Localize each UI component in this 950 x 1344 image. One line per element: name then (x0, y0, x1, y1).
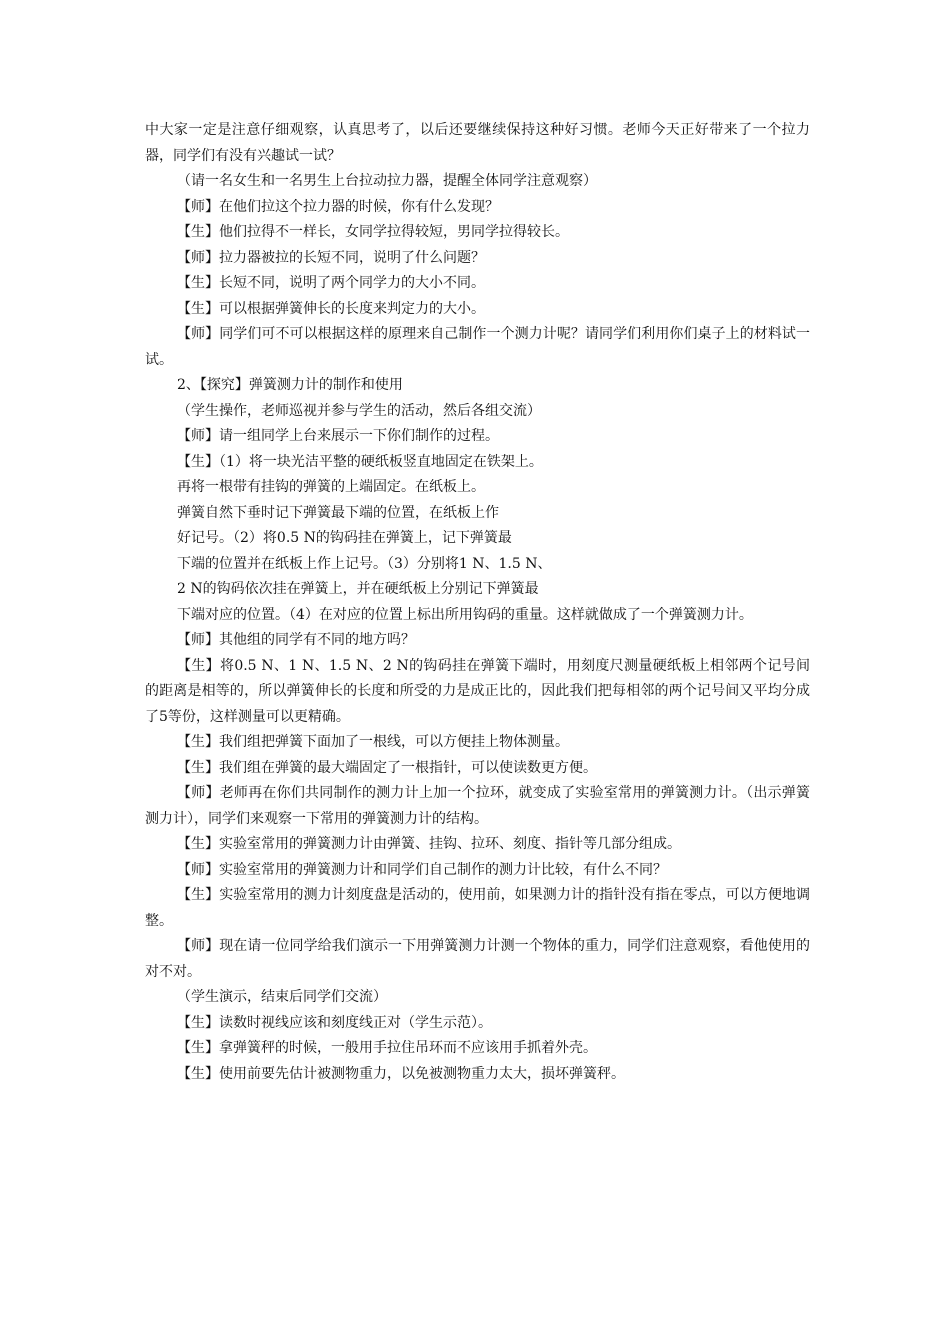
paragraph: 【生】长短不同，说明了两个同学力的大小不同。 (177, 275, 485, 291)
paragraph: （请一名女生和一名男生上台拉动拉力器，提醒全体同学注意观察） (177, 173, 597, 189)
document-body (145, 118, 810, 1087)
paragraph: 好记号。（2）将0.5 N的钩码挂在弹簧上，记下弹簧最 (177, 530, 512, 546)
section-heading: 2、【探究】弹簧测力计的制作和使用 (177, 377, 403, 393)
paragraph: 【生】读数时视线应该和刻度线正对（学生示范）。 (177, 1014, 492, 1031)
paragraph: 【师】请一组同学上台来展示一下你们制作的过程。 (177, 428, 499, 444)
paragraph: 弹簧自然下垂时记下弹簧最下端的位置，在纸板上作 (177, 504, 499, 521)
paragraph: 【师】在他们拉这个拉力器的时候，你有什么发现？ (177, 198, 499, 215)
paragraph: 【生】（1）将一块光洁平整的硬纸板竖直地固定在铁架上。 (177, 453, 543, 470)
paragraph: 【生】实验室常用的弹簧测力计由弹簧、挂钩、拉环、刻度、指针等几部分组成。 (177, 836, 681, 852)
paragraph: （学生操作，老师巡视并参与学生的活动，然后各组交流） (177, 402, 541, 419)
paragraph: 2 N的钩码依次挂在弹簧上，并在硬纸板上分别记下弹簧最 (177, 581, 539, 597)
paragraph: 下端对应的位置。（4）在对应的位置上标出所用钩码的重量。这样就做成了一个弹簧测力计。 (177, 606, 753, 623)
paragraph: 【生】实验室常用的测力计刻度盘是活动的，使用前，如果测力计的指针没有指在零点，可以方便地调整。 (145, 887, 810, 929)
paragraph: （学生演示，结束后同学们交流） (177, 989, 387, 1005)
paragraph: 【生】拿弹簧秤的时候，一般用手拉住吊环而不应该用手抓着外壳。 (177, 1040, 597, 1056)
paragraph: 【生】他们拉得不一样长，女同学拉得较短，男同学拉得较长。 (177, 224, 569, 240)
paragraph: 下端的位置并在纸板上作上记号。（3）分别将1 N、1.5 N、 (177, 555, 552, 572)
paragraph: 【师】拉力器被拉的长短不同，说明了什么问题？ (177, 249, 485, 266)
paragraph: 再将一根带有挂钩的弹簧的上端固定。在纸板上。 (177, 479, 485, 495)
paragraph: 【师】同学们可不可以根据这样的原理来自己制作一个测力计呢？请同学们利用你们桌子上的材料试一试。 (145, 326, 810, 368)
paragraph: 【生】将0.5 N、1 N、1.5 N、2 N的钩码挂在弹簧下端时，用刻度尺测量硬纸板上相邻两个记号间的距离是相等的，所以弹簧伸长的长度和所受的力是成正比的，因此我们把每相邻的两个记号间又平均分成了5等份，这样测量可以更精确。 (145, 657, 810, 725)
paragraph: 【师】其他组的同学有不同的地方吗？ (177, 632, 415, 648)
paragraph: 【师】老师再在你们共同制作的测力计上加一个拉环，就变成了实验室常用的弹簧测力计。（出示弹簧测力计），同学们来观察一下常用的弹簧测力计的结构。 (145, 785, 810, 827)
paragraph: 【生】可以根据弹簧伸长的长度来判定力的大小。 (177, 300, 485, 317)
paragraph: 中大家一定是注意仔细观察，认真思考了，以后还要继续保持这种好习惯。老师今天正好带来了一个拉力器，同学们有没有兴趣试一试？ (145, 122, 810, 164)
paragraph: 【师】现在请一位同学给我们演示一下用弹簧测力计测一个物体的重力，同学们注意观察，看他使用的对不对。 (145, 938, 810, 980)
paragraph: 【生】使用前要先估计被测物重力，以免被测物重力太大，损坏弹簧秤。 (177, 1065, 625, 1082)
paragraph: 【生】我们组把弹簧下面加了一根线，可以方便挂上物体测量。 (177, 734, 569, 750)
paragraph: 【师】实验室常用的弹簧测力计和同学们自己制作的测力计比较，有什么不同？ (177, 861, 667, 878)
paragraph: 【生】我们组在弹簧的最大端固定了一根指针，可以使读数更方便。 (177, 759, 597, 776)
